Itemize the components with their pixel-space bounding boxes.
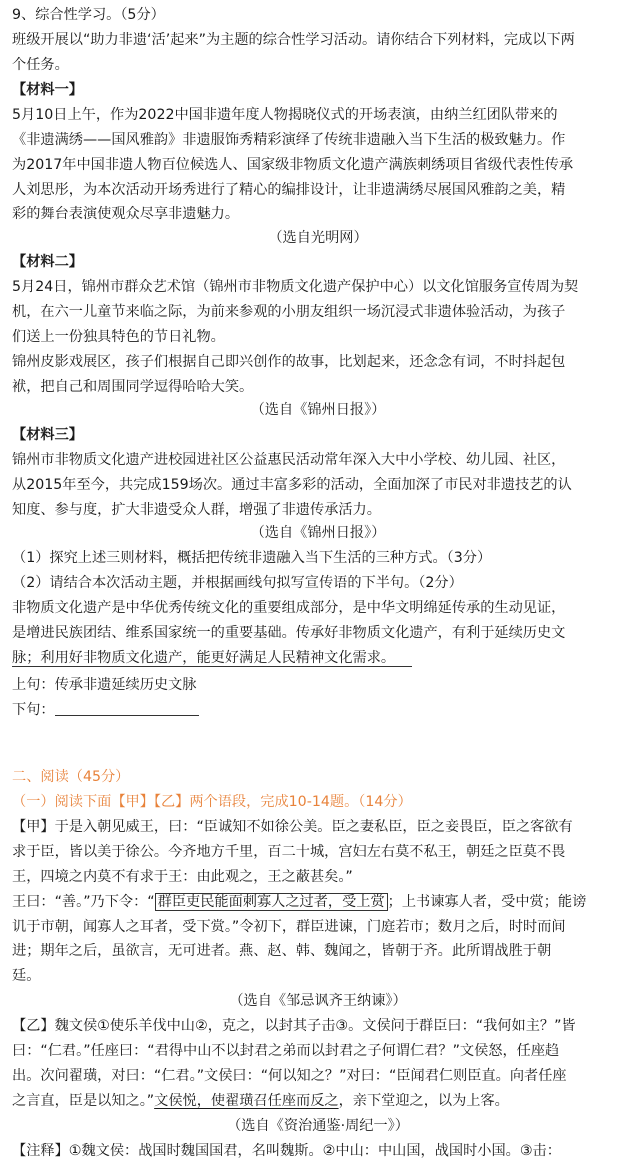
underlined-sentence: 利用好非物质文化遗产，能更好满足人民精神文化需求。 (40, 649, 396, 666)
q9-intro-line: 班级开展以“助力非遗‘活’起来”为主题的综合性学习活动。请你结合下列材料，完成以下两 (12, 31, 575, 48)
material-1-line: 为2017年中国非遗人物百位候选人、国家级非物质文化遗产满族刺绣项目省级代表性传承 (12, 156, 574, 173)
material-2-line: 锦州皮影戏展区，孩子们根据自己即兴创作的故事，比划起来，还念念有词，不时抖起包 (12, 354, 566, 371)
material-1-heading: 【材料一】 (12, 81, 83, 98)
material-2-line: 们送上一份独具特色的节日礼物。 (12, 329, 225, 346)
material-1-line: 人刘思彤，为本次活动开场秀进行了精心的编排设计，让非遗满绣尽展国风雅韵之美，精 (12, 181, 566, 198)
material-3-line: 从2015年至今，共完成159场次。通过丰富多彩的活动，全面加深了市民对非遗技艺的认 (12, 477, 572, 493)
passage-jia-line: 王，四境之内莫不有求于王：由此观之，王之蔽甚矣。” (12, 868, 353, 885)
boxed-sentence: 群臣吏民能面刺寡人之过者，受上赏 (155, 893, 388, 911)
passage-yi-note: 【注释】①魏文侯：战国时魏国国君，名叫魏斯。②中山：中山国，战国时小国。③击： (12, 1143, 561, 1159)
material-3-line: 知度、参与度，扩大非遗受众人群，增强了非遗传承活力。 (12, 502, 381, 518)
material-2-line: 机，在六一儿童节来临之际，为前来参观的小朋友组织一场沉浸式非遗体验活动，为孩子 (12, 304, 566, 321)
lower-line-prompt (12, 699, 624, 721)
material-1-line: 5月10日上午，作为2022中国非遗年度人物揭晓仪式的开场表演，由纳兰红团队带来的 (12, 106, 558, 123)
passage-plain-text: 脉； (12, 649, 41, 666)
passage-jia-line: 【甲】于是入朝见威王，曰：“臣诚知不如徐公美。臣之妻私臣，臣之妾畏臣，臣之客欲有 (12, 818, 573, 835)
task-2: （2）请结合本次活动主题，并根据画线句拟写宣传语的下半句。（2分） (12, 574, 463, 591)
passage-text: 王曰：“善。”乃下令：“ (12, 893, 155, 910)
q9-intro-line: 个任务。 (12, 56, 69, 73)
material-1-line: 《非遗满绣——国风雅韵》非遗服饰秀精彩演绎了传统非遗融入当下生活的极致魅力。作 (12, 131, 566, 148)
passage-jia-line: 求于臣，皆以美于徐公。今齐地方千里，百二十城，宫妇左右莫不私王，朝廷之臣莫不畏 (12, 843, 566, 860)
section-2-title: 二、阅读（45分） (12, 768, 130, 785)
material-1-source: （选自光明网） (268, 229, 368, 246)
task-1: （1）探究上述三则材料，概括把传统非遗融入当下生活的三种方式。（3分） (12, 550, 492, 566)
task-passage-line: 非物质文化遗产是中华优秀传统文化的重要组成部分，是中华文明绵延传承的生动见证， (12, 599, 566, 616)
material-3-line: 锦州市非物质文化遗产进校园进社区公益惠民活动常年深入大中小学校、幼儿园、社区， (12, 452, 566, 469)
upper-line-answer: 上句：传承非遗延续历史文脉 (12, 676, 197, 693)
material-2-line: 袱，把自己和周围同学逗得哈哈大笑。 (12, 379, 254, 396)
material-1-line: 彩的舞台表演使观众尽享非遗魅力。 (12, 206, 240, 223)
passage-jia-source: （选自《邹忌讽齐王纳谏》） (229, 993, 407, 1010)
passage-jia-line: 廷。 (12, 968, 41, 985)
material-3-heading: 【材料三】 (12, 427, 83, 444)
passage-yi-line: 【乙】魏文侯①使乐羊伐中山②，克之，以封其子击③。文侯问于群臣曰：“我何如主？”皆 (12, 1018, 576, 1035)
passage-yi-source: （选自《资治通鉴·周纪一》） (227, 1118, 409, 1135)
passage-yi-line: 出。次问翟璜，对曰：“仁君。”文侯曰：“何以知之？”对曰：“臣闻君仁则臣直。向者任座 (12, 1068, 567, 1085)
section-2-subtitle: （一）阅读下面【甲】【乙】两个语段，完成10-14题。（14分） (12, 793, 412, 810)
underlined-sentence: 文侯悦，使翟璜召任座而反之 (154, 1093, 339, 1110)
passage-jia-line (12, 891, 624, 913)
q9-title: 9、综合性学习。（5分） (12, 6, 165, 23)
passage-jia-line: 进；期年之后，虽欲言，无可进者。燕、赵、韩、魏闻之，皆朝于齐。此所谓战胜于朝 (12, 943, 552, 960)
passage-yi-line (12, 1090, 624, 1112)
lower-line-label: 下句： (12, 701, 55, 718)
material-2-source: （选自《锦州日报》） (250, 402, 386, 419)
material-2-heading: 【材料二】 (12, 254, 83, 271)
underline-rule (12, 666, 412, 667)
passage-text: ；上书谏寡人者，受中赏；能谤 (387, 893, 587, 910)
passage-jia-line: 讥于市朝，闻寡人之耳者，受下赏。”令初下，群臣进谏，门庭若市；数月之后，时时而间 (12, 918, 566, 935)
material-2-line: 5月24日，锦州市群众艺术馆（锦州市非物质文化遗产保护中心）以文化馆服务宣传周为契 (12, 279, 579, 296)
passage-text: 之言直，臣是以知之。” (12, 1093, 155, 1110)
passage-text: ，亲下堂迎之，以为上客。 (338, 1093, 509, 1110)
material-3-source: （选自《锦州日报》） (250, 525, 386, 541)
task-passage-line: 是增进民族团结、维系国家统一的重要基础。传承好非物质文化遗产，有利于延续历史文 (12, 624, 566, 641)
passage-yi-line: 曰：“仁君。”任座曰：“君得中山不以封君之弟而以封君之子何谓仁君？”文侯怒，任座趋 (12, 1043, 560, 1060)
answer-blank[interactable] (55, 700, 199, 716)
